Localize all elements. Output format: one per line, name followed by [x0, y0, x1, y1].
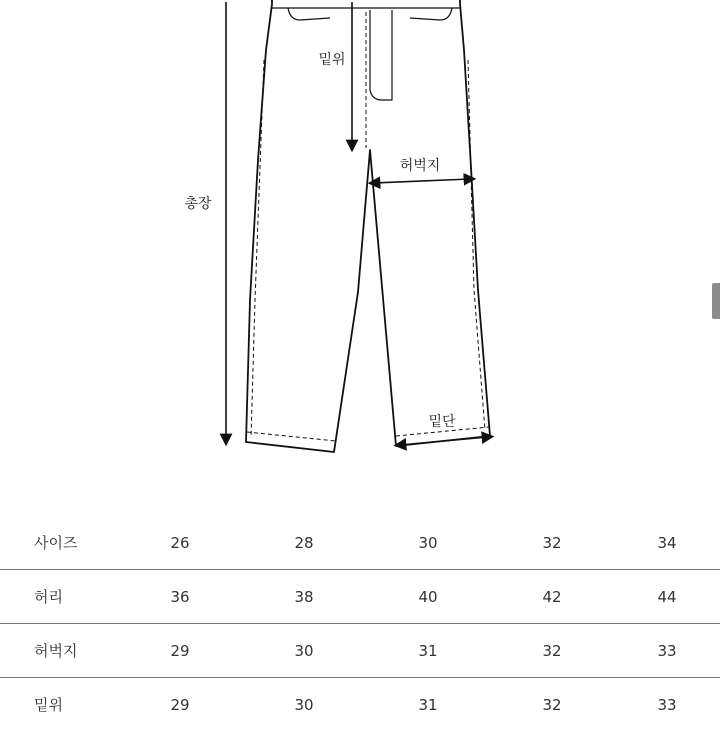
thigh-dimension-line: [374, 179, 470, 183]
table-cell: 44: [614, 570, 720, 624]
table-cell: 33: [614, 624, 720, 678]
row-label: 밑위: [0, 678, 118, 731]
table-cell: 34: [614, 516, 720, 570]
thigh-label: 허벅지: [400, 157, 441, 174]
table-row-waist: [0, 570, 720, 624]
table-cell: 32: [490, 678, 614, 731]
table-cell: 31: [366, 678, 490, 731]
table-cell: 38: [242, 570, 366, 624]
row-label: 사이즈: [0, 516, 118, 570]
table-cell: 29: [118, 624, 242, 678]
table-cell: 26: [118, 516, 242, 570]
table-cell: 32: [490, 516, 614, 570]
table-cell: 36: [118, 570, 242, 624]
table-cell: 29: [118, 678, 242, 731]
table-cell: 30: [242, 678, 366, 731]
hem-label: 밑단: [428, 413, 456, 430]
table-row-rise: [0, 678, 720, 731]
hem-dimension-line: [400, 437, 488, 445]
table-cell: 40: [366, 570, 490, 624]
table-cell: 33: [614, 678, 720, 731]
table-row-thigh: [0, 624, 720, 678]
table-cell: 30: [242, 624, 366, 678]
table-row-size: [0, 516, 720, 570]
rise-label: 밑위: [318, 51, 345, 68]
size-table: [0, 516, 720, 731]
pants-outline: [246, 0, 490, 452]
table-cell: 42: [490, 570, 614, 624]
table-cell: 31: [366, 624, 490, 678]
table-cell: 32: [490, 624, 614, 678]
table-cell: 30: [366, 516, 490, 570]
table-cell: 28: [242, 516, 366, 570]
length-label: 총장: [184, 195, 212, 212]
row-label: 허벅지: [0, 624, 118, 678]
scrollbar-handle[interactable]: [712, 283, 720, 319]
row-label: 허리: [0, 570, 118, 624]
